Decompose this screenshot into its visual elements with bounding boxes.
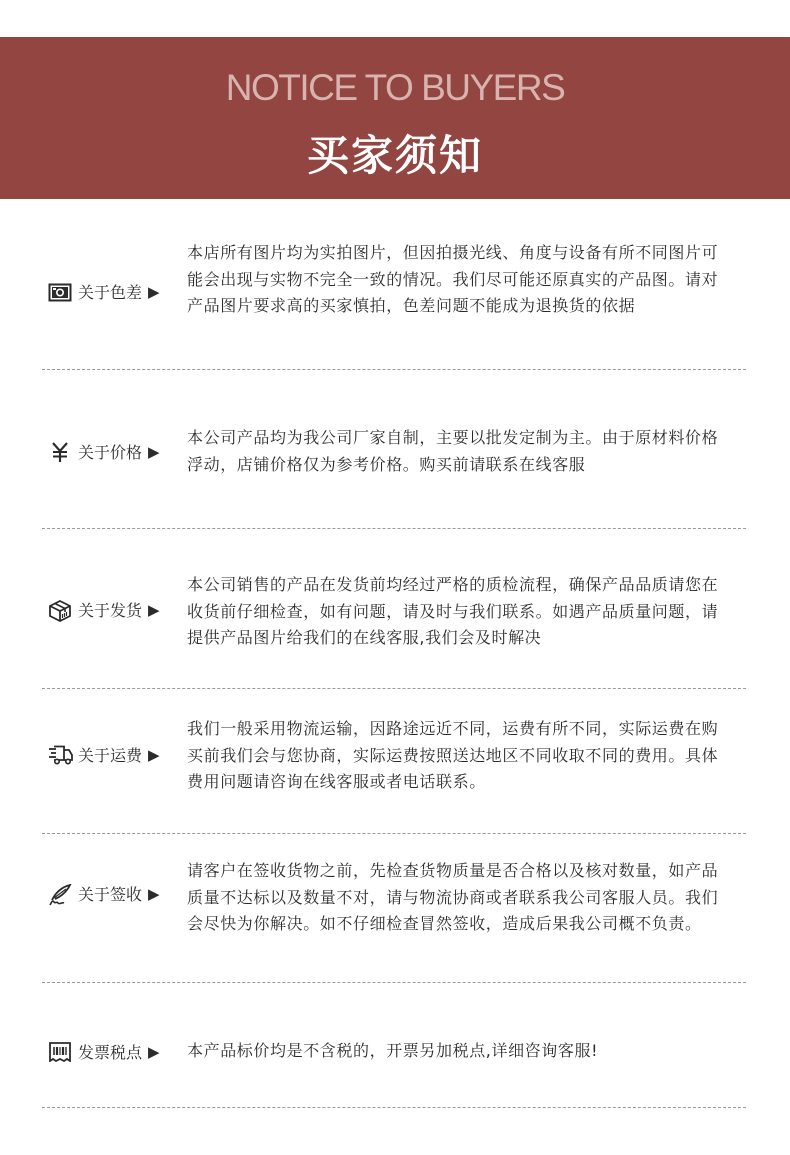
section-label-text: 关于价格	[78, 443, 143, 462]
section-divider	[42, 528, 746, 529]
section-text-freight: 我们一般采用物流运输，因路途远近不同，运费有所不同，实际运费在购买前我们会与您协商，实际运费按照送达地区不同收取不同的费用。具体费用问题请咨询在线客服或者电话联系。	[187, 719, 719, 791]
signature-pen-icon	[48, 884, 72, 904]
section-label-price	[48, 440, 160, 463]
section-label-text: 关于发货	[78, 601, 143, 620]
section-text-shipping: 本公司销售的产品在发货前均经过严格的质检流程，确保产品品质请您在收货前仔细检查，如有问题，请及时与我们联系。如遇产品质量问题，请提供产品图片给我们的在线客服,我们会及时解决	[187, 575, 719, 647]
section-label-text: 发票税点	[78, 1043, 143, 1062]
invoice-icon	[48, 1042, 72, 1062]
section-label-text: 关于签收	[78, 885, 143, 904]
section-label-text: 关于运费	[78, 746, 143, 765]
section-divider	[42, 982, 746, 983]
yen-icon	[48, 442, 72, 462]
camera-icon	[48, 282, 72, 302]
arrow-right-icon: ▶	[148, 1042, 160, 1061]
arrow-right-icon: ▶	[148, 600, 160, 619]
section-label-text: 关于色差	[78, 283, 143, 302]
section-divider	[42, 688, 746, 689]
section-label-signing	[48, 882, 160, 905]
section-label-invoice	[48, 1040, 160, 1063]
header-banner	[0, 37, 790, 199]
section-label-freight	[48, 743, 160, 766]
section-divider	[42, 833, 746, 834]
section-text-signing: 请客户在签收货物之前，先检查货物质量是否合格以及核对数量，如产品质量不达标以及数量不对，请与物流协商或者联系我公司客服人员。我们会尽快为你解决。如不仔细检查冒然签收，造成后果我公司概不负责。	[187, 861, 719, 933]
section-label-shipping	[48, 598, 160, 621]
section-label-color	[48, 280, 160, 303]
package-icon	[48, 600, 72, 620]
header-title-cn: 买家须知	[306, 131, 483, 180]
arrow-right-icon: ▶	[148, 282, 160, 301]
section-text-invoice: 本产品标价均是不含税的，开票另加税点,详细咨询客服!	[187, 1041, 599, 1060]
header-title-en: NOTICE TO BUYERS	[225, 67, 565, 108]
delivery-truck-icon	[48, 745, 72, 765]
section-divider	[42, 1107, 746, 1108]
arrow-right-icon: ▶	[148, 442, 160, 461]
section-divider	[42, 369, 746, 370]
section-text-price: 本公司产品均为我公司厂家自制，主要以批发定制为主。由于原材料价格浮动，店铺价格仅为参考价格。购买前请联系在线客服	[187, 428, 719, 474]
arrow-right-icon: ▶	[148, 745, 160, 764]
arrow-right-icon: ▶	[148, 884, 160, 903]
section-text-color: 本店所有图片均为实拍图片，但因拍摄光线、角度与设备有所不同图片可能会出现与实物不完全一致的情况。我们尽可能还原真实的产品图。请对产品图片要求高的买家慎拍，色差问题不能成为退换货的依据	[187, 243, 719, 315]
